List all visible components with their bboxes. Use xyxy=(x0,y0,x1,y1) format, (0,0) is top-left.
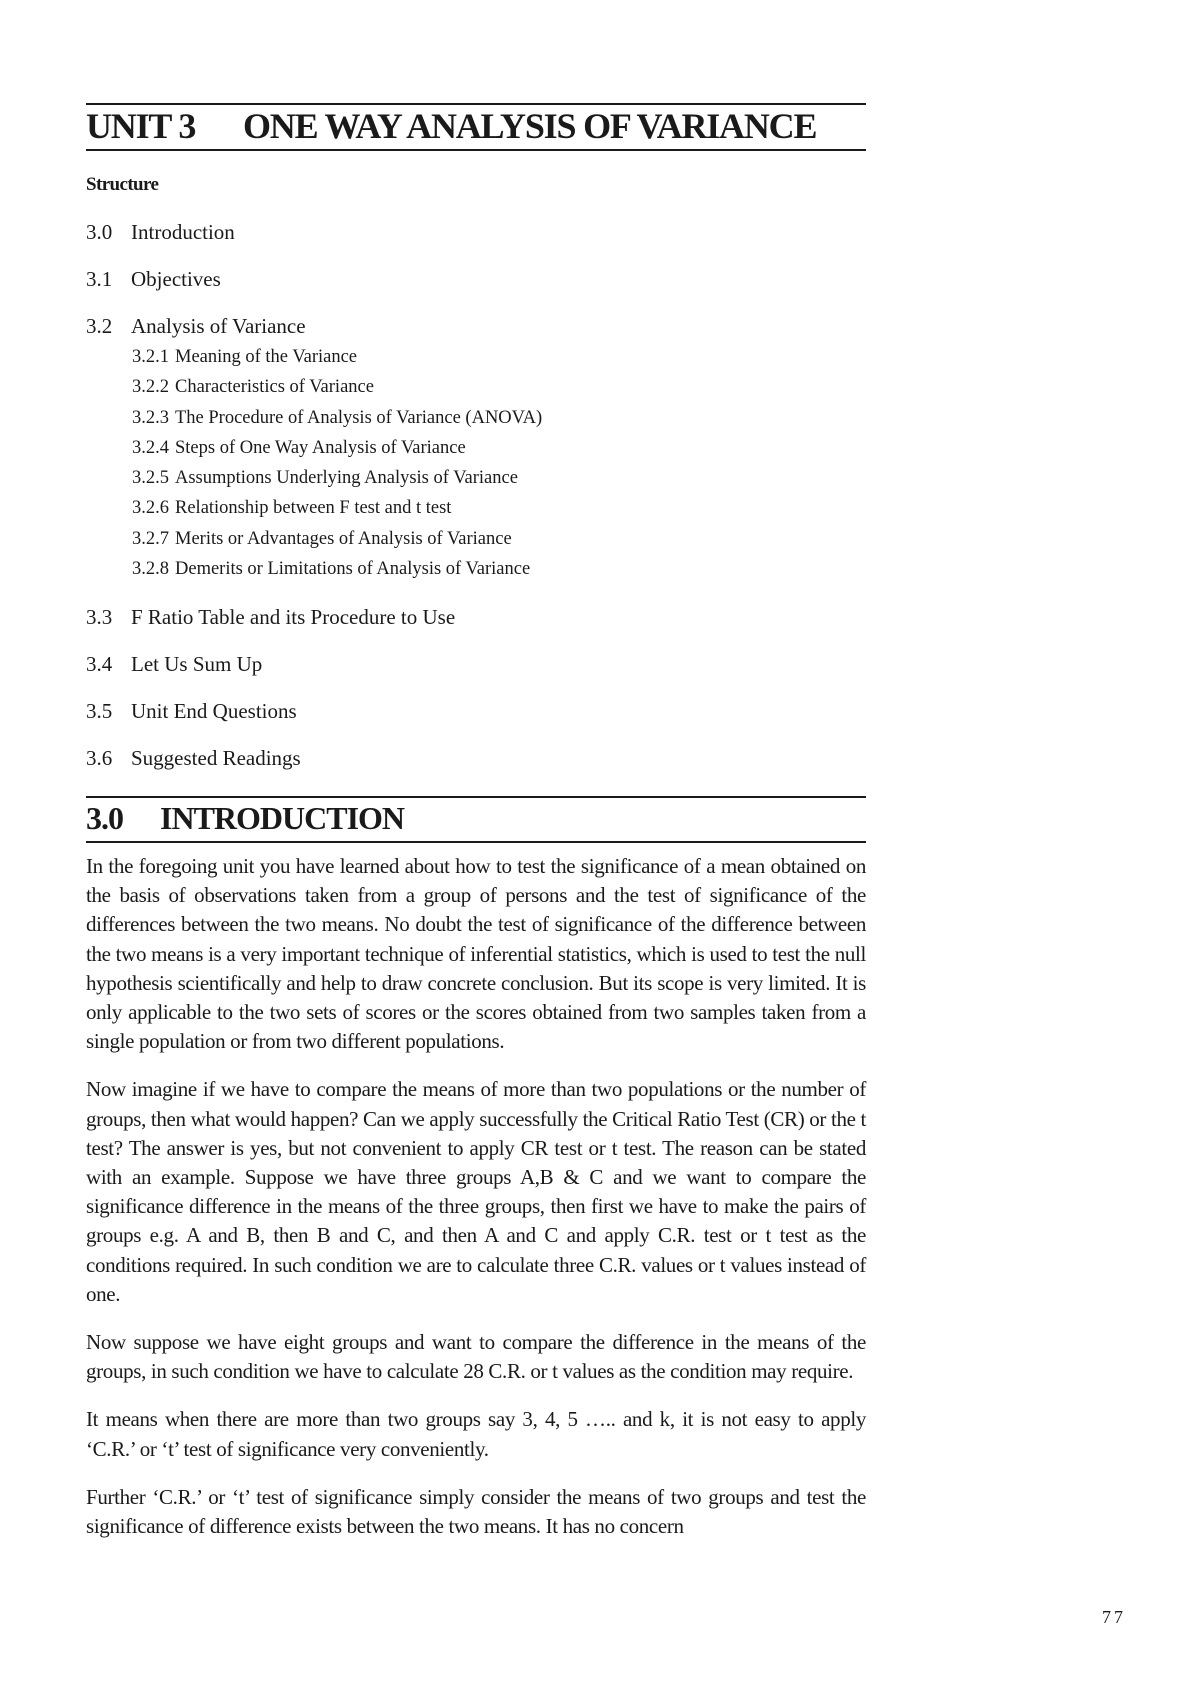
toc-item-number: 3.1 xyxy=(86,267,113,291)
toc-subitem-number: 3.2.8 xyxy=(132,559,169,580)
toc-subitem xyxy=(132,372,866,402)
toc-subitem-number: 3.2.4 xyxy=(132,437,169,458)
toc-subitem-label: The Procedure of Analysis of Variance (ANOVA) xyxy=(175,407,543,428)
unit-number: UNIT 3 xyxy=(86,106,196,146)
toc-subitem xyxy=(132,342,866,372)
toc-item xyxy=(86,312,866,584)
page-number: 77 xyxy=(1102,1607,1126,1627)
toc-subitem xyxy=(132,463,866,493)
body-paragraph: Now suppose we have eight groups and want to compare the difference in the means of the groups, in such condition we have to calculate 28 C.R. or t values as the condition may require. xyxy=(86,1330,866,1384)
body-paragraph: It means when there are more than two groups say 3, 4, 5 ….. and k, it is not easy to apply ‘C.R.’ or ‘t’ test of significance very conveniently. xyxy=(86,1407,866,1461)
toc-subitem-label: Meaning of the Variance xyxy=(175,347,358,367)
toc-item-number: 3.6 xyxy=(86,746,113,771)
toc-subitem-label: Steps of One Way Analysis of Variance xyxy=(175,437,466,458)
toc-subitem xyxy=(132,493,866,523)
toc-subitem-number: 3.2.3 xyxy=(132,407,169,428)
toc-subitem-number: 3.2.1 xyxy=(132,347,169,367)
toc-subitem xyxy=(132,433,866,463)
toc-subitem xyxy=(132,554,866,584)
section-number: 3.0 xyxy=(86,800,123,836)
toc-item-number: 3.5 xyxy=(86,699,113,724)
unit-title xyxy=(86,104,866,148)
toc-item-label: Let Us Sum Up xyxy=(131,652,263,677)
toc-item xyxy=(86,265,866,293)
toc-item xyxy=(86,218,866,246)
unit-title-text: ONE WAY ANALYSIS OF VARIANCE xyxy=(243,106,817,146)
toc-item-label: Introduction xyxy=(131,220,235,244)
toc-item-label: F Ratio Table and its Procedure to Use xyxy=(131,605,456,630)
toc-subitem-number: 3.2.7 xyxy=(132,528,169,549)
section-title: INTRODUCTION xyxy=(160,800,405,836)
toc-item xyxy=(86,603,866,631)
toc-subitem-label: Demerits or Limitations of Analysis of Variance xyxy=(175,559,531,580)
body-paragraph: In the foregoing unit you have learned about how to test the significance of a mean obtained on the basis of observations taken from a group of persons and the test of significance of the differences between the two means. No doubt the test of significance of the difference between the two means is a very important technique of inferential statistics, which is used to test the null hypothesis scientifically and help to draw concrete conclusion. But its scope is very limited. It is only applicable to the two sets of scores or the scores obtained from two samples taken from a single population or from two different populations. xyxy=(86,854,866,1054)
toc-subitem-number: 3.2.2 xyxy=(132,377,169,398)
section-body xyxy=(86,852,866,1560)
toc-item-label: Objectives xyxy=(131,267,221,291)
toc-item-number: 3.4 xyxy=(86,652,113,677)
body-paragraph: Further ‘C.R.’ or ‘t’ test of significance simply consider the means of two groups and test the significance of difference exists between the two means. It has no concern xyxy=(86,1484,866,1539)
toc-subitems xyxy=(132,342,866,584)
toc-subitem-label: Assumptions Underlying Analysis of Variance xyxy=(175,468,518,489)
toc-item-label: Suggested Readings xyxy=(131,746,301,771)
toc-item xyxy=(86,650,866,678)
toc-item xyxy=(86,744,866,772)
toc-subitem xyxy=(132,524,866,554)
unit-title-bottom-rule xyxy=(86,149,866,151)
toc-item-number: 3.2 xyxy=(86,314,113,338)
section-heading-bottom-rule xyxy=(86,841,866,843)
section-heading xyxy=(86,798,404,838)
toc-subitem-label: Characteristics of Variance xyxy=(175,377,374,398)
structure-heading: Structure xyxy=(86,174,159,195)
toc-item-number: 3.0 xyxy=(86,220,113,244)
toc-subitem-label: Relationship between F test and t test xyxy=(175,498,452,519)
toc-item-label: Analysis of Variance xyxy=(131,314,306,338)
toc-subitem-label: Merits or Advantages of Analysis of Variance xyxy=(175,528,512,549)
table-of-contents xyxy=(86,218,866,791)
toc-subitem-number: 3.2.5 xyxy=(132,468,169,489)
toc-item xyxy=(86,697,866,725)
toc-subitem-number: 3.2.6 xyxy=(132,498,169,519)
toc-subitem xyxy=(132,403,866,433)
toc-item-label: Unit End Questions xyxy=(131,699,297,724)
toc-item-number: 3.3 xyxy=(86,605,113,630)
body-paragraph: Now imagine if we have to compare the means of more than two populations or the number of groups, then what would happen? Can we apply successfully the Critical Ratio Test (CR) or the t test? The answer is yes, but not convenient to apply CR test or t test. The reason can be stated with an example. Suppose we have three groups A,B & C and we want to compare the significance difference in the means of the three groups, then first we have to make the pairs of groups e.g. A and B, then B and C, and then A and C and apply C.R. test or t test as the conditions required. In such condition we are to calculate three C.R. values or t values instead of one. xyxy=(86,1077,866,1306)
